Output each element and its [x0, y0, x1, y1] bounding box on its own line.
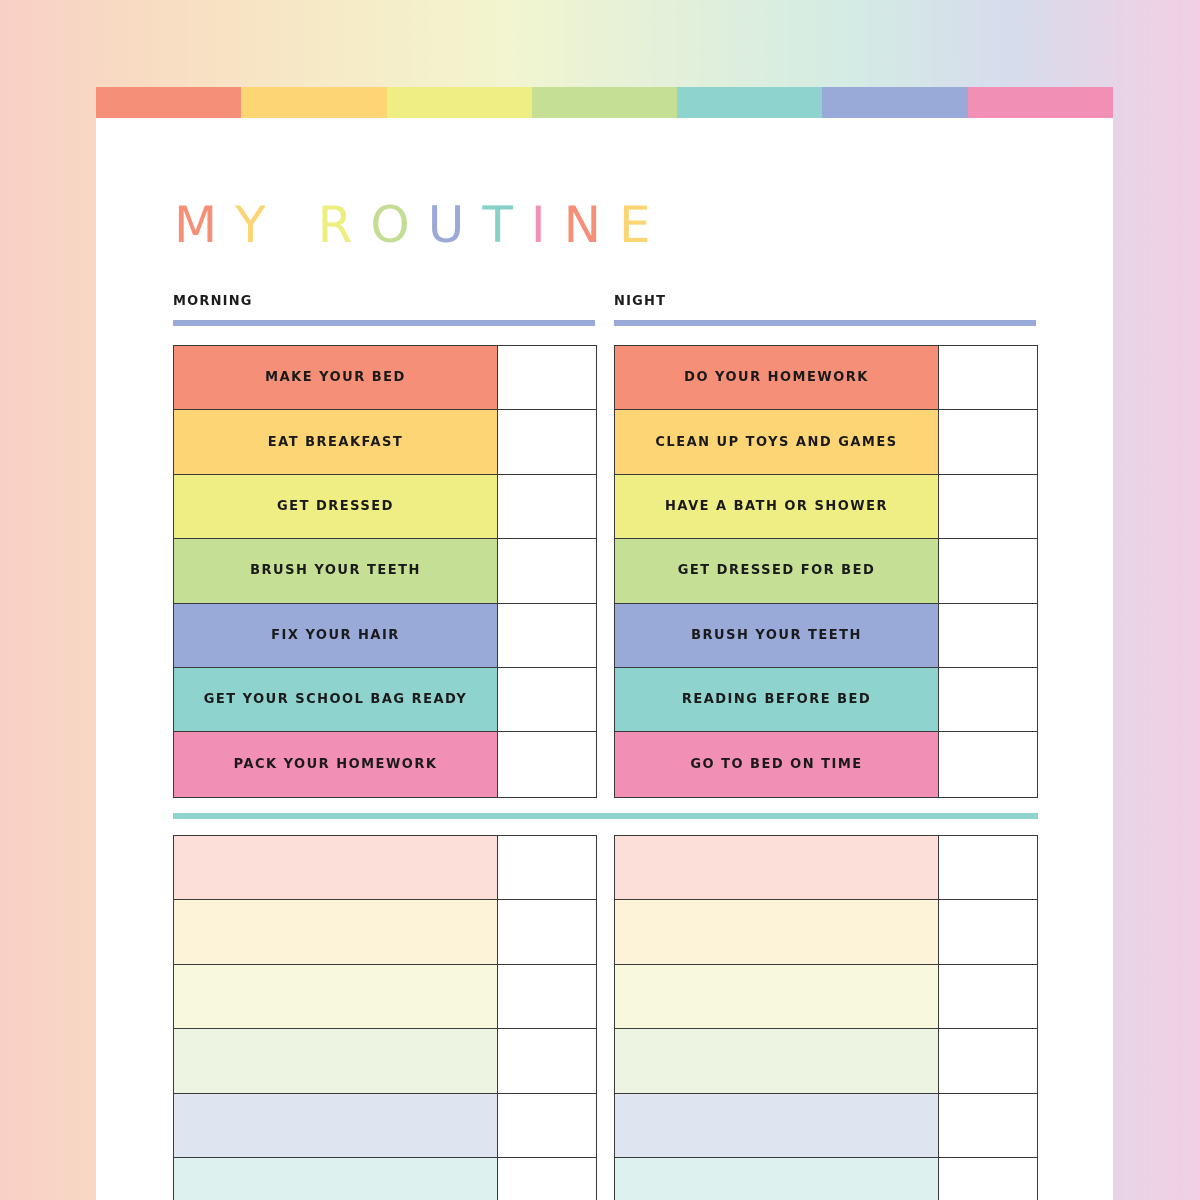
- checkbox-cell[interactable]: [498, 539, 596, 602]
- task-label: GET YOUR SCHOOL BAG READY: [174, 668, 498, 731]
- rainbow-stripe: [96, 87, 1113, 118]
- stripe-segment: [532, 87, 677, 118]
- blank-task-field[interactable]: [174, 965, 498, 1028]
- blank-row: [615, 900, 1037, 964]
- checkbox-cell[interactable]: [939, 836, 1037, 899]
- checkbox-cell[interactable]: [939, 732, 1037, 796]
- checkbox-cell[interactable]: [498, 965, 596, 1028]
- blank-row: [615, 1094, 1037, 1158]
- blank-row: [174, 1094, 596, 1158]
- blank-row: [174, 1029, 596, 1093]
- checkbox-cell[interactable]: [498, 1158, 596, 1200]
- task-label: MAKE YOUR BED: [174, 346, 498, 409]
- blank-task-field[interactable]: [174, 1029, 498, 1092]
- section-divider: [173, 813, 1038, 819]
- blank-task-field[interactable]: [615, 1094, 939, 1157]
- blank-task-field[interactable]: [615, 900, 939, 963]
- task-row: [174, 668, 596, 732]
- stripe-segment: [241, 87, 386, 118]
- task-row: [615, 346, 1037, 410]
- checkbox-cell[interactable]: [939, 900, 1037, 963]
- morning-label: MORNING: [173, 294, 253, 309]
- task-label: EAT BREAKFAST: [174, 410, 498, 473]
- title-letter: O: [370, 196, 428, 254]
- night-label: NIGHT: [614, 294, 667, 309]
- task-row: [615, 732, 1037, 796]
- page-title: [174, 195, 669, 255]
- blank-row: [174, 836, 596, 900]
- task-label: GET DRESSED FOR BED: [615, 539, 939, 602]
- blank-task-field[interactable]: [174, 900, 498, 963]
- task-label: BRUSH YOUR TEETH: [615, 604, 939, 667]
- blank-task-field[interactable]: [615, 1158, 939, 1200]
- blank-task-field[interactable]: [174, 836, 498, 899]
- routine-sheet: [96, 87, 1113, 1200]
- blank-task-field[interactable]: [615, 836, 939, 899]
- task-label: GO TO BED ON TIME: [615, 732, 939, 796]
- stripe-segment: [96, 87, 241, 118]
- blank-row: [174, 965, 596, 1029]
- blank-task-field[interactable]: [615, 1029, 939, 1092]
- blank-row: [615, 836, 1037, 900]
- title-letter: U: [427, 196, 483, 254]
- stripe-segment: [387, 87, 532, 118]
- checkbox-cell[interactable]: [498, 900, 596, 963]
- checkbox-cell[interactable]: [939, 668, 1037, 731]
- checkbox-cell[interactable]: [498, 346, 596, 409]
- title-letter: Y: [235, 196, 284, 254]
- checkbox-cell[interactable]: [939, 539, 1037, 602]
- checkbox-cell[interactable]: [939, 1158, 1037, 1200]
- task-label: READING BEFORE BED: [615, 668, 939, 731]
- blank-checklist-left: [173, 835, 597, 1200]
- checkbox-cell[interactable]: [498, 732, 596, 796]
- stripe-segment: [677, 87, 822, 118]
- task-row: [174, 539, 596, 603]
- blank-task-field[interactable]: [174, 1158, 498, 1200]
- blank-task-field[interactable]: [174, 1094, 498, 1157]
- checkbox-cell[interactable]: [939, 1094, 1037, 1157]
- checkbox-cell[interactable]: [498, 475, 596, 538]
- checkbox-cell[interactable]: [498, 1029, 596, 1092]
- blank-row: [615, 1029, 1037, 1093]
- blank-row: [615, 965, 1037, 1029]
- title-letter: N: [563, 196, 620, 254]
- task-label: GET DRESSED: [174, 475, 498, 538]
- blank-row: [615, 1158, 1037, 1200]
- task-row: [174, 346, 596, 410]
- checkbox-cell[interactable]: [498, 604, 596, 667]
- checkbox-cell[interactable]: [939, 475, 1037, 538]
- task-row: [615, 410, 1037, 474]
- task-label: BRUSH YOUR TEETH: [174, 539, 498, 602]
- task-row: [174, 732, 596, 796]
- checkbox-cell[interactable]: [939, 346, 1037, 409]
- blank-task-field[interactable]: [615, 965, 939, 1028]
- title-letter: I: [530, 196, 564, 254]
- title-letter: M: [174, 196, 236, 254]
- task-label: DO YOUR HOMEWORK: [615, 346, 939, 409]
- morning-header-rule: [173, 320, 595, 326]
- checkbox-cell[interactable]: [939, 604, 1037, 667]
- title-letter: R: [317, 196, 371, 254]
- task-row: [615, 475, 1037, 539]
- checkbox-cell[interactable]: [939, 965, 1037, 1028]
- blank-checklist-right: [614, 835, 1038, 1200]
- checkbox-cell[interactable]: [939, 1029, 1037, 1092]
- night-checklist: [614, 345, 1038, 798]
- task-row: [615, 539, 1037, 603]
- blank-row: [174, 1158, 596, 1200]
- blank-row: [174, 900, 596, 964]
- task-label: HAVE A BATH OR SHOWER: [615, 475, 939, 538]
- checkbox-cell[interactable]: [498, 1094, 596, 1157]
- task-row: [615, 604, 1037, 668]
- task-label: PACK YOUR HOMEWORK: [174, 732, 498, 796]
- task-row: [615, 668, 1037, 732]
- task-row: [174, 475, 596, 539]
- checkbox-cell[interactable]: [498, 836, 596, 899]
- stripe-segment: [968, 87, 1113, 118]
- title-letter: [284, 195, 318, 255]
- title-letter: E: [619, 196, 669, 254]
- checkbox-cell[interactable]: [498, 410, 596, 473]
- stripe-segment: [822, 87, 967, 118]
- checkbox-cell[interactable]: [498, 668, 596, 731]
- checkbox-cell[interactable]: [939, 410, 1037, 473]
- night-header-rule: [614, 320, 1036, 326]
- task-row: [174, 410, 596, 474]
- morning-checklist: [173, 345, 597, 798]
- task-label: FIX YOUR HAIR: [174, 604, 498, 667]
- task-row: [174, 604, 596, 668]
- title-letter: T: [482, 196, 531, 254]
- task-label: CLEAN UP TOYS AND GAMES: [615, 410, 939, 473]
